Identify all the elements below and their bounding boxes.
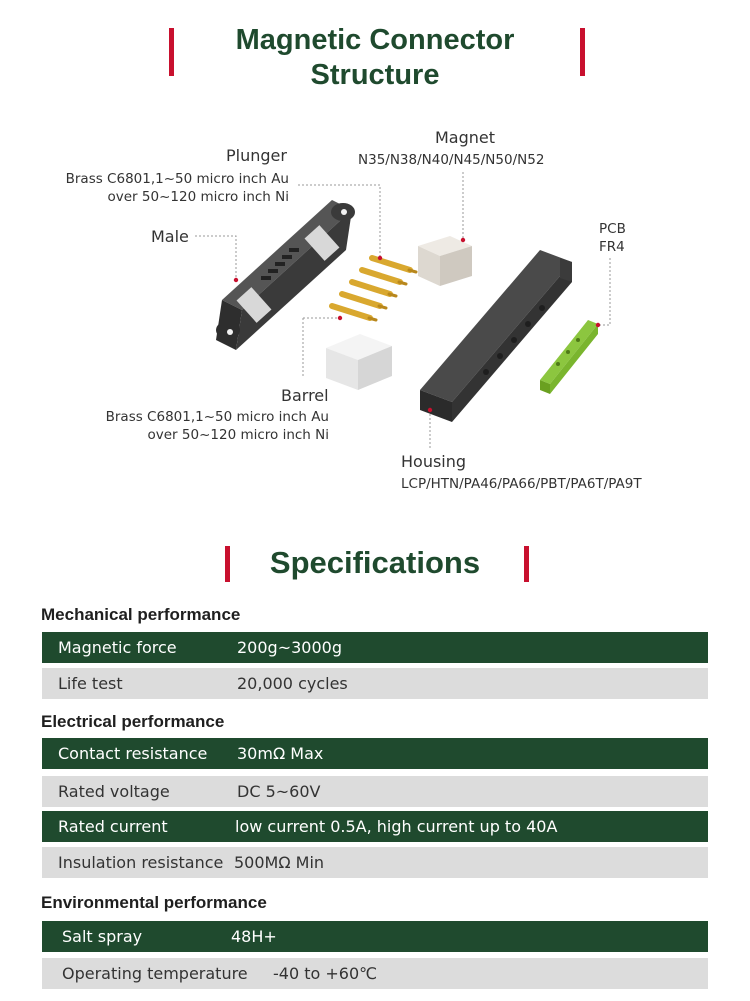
spec-value: 500MΩ Min [234, 853, 325, 872]
spec-key: Magnetic force [58, 638, 177, 657]
plunger-label: Plunger [226, 146, 287, 165]
male-label: Male [151, 227, 189, 246]
electrical-heading: Electrical performance [41, 712, 225, 731]
spec-row-operating-temperature [42, 958, 708, 989]
spec-row-insulation-resistance [42, 847, 708, 878]
spec-value: low current 0.5A, high current up to 40A [235, 817, 558, 836]
spec-row-salt-spray [42, 921, 708, 952]
barrel-spec-line2: over 50~120 micro inch Ni [147, 427, 329, 443]
pcb-label: PCB [599, 221, 626, 237]
spec-value: DC 5~60V [237, 782, 321, 801]
spec-key: Insulation resistance [58, 853, 224, 872]
spec-row-magnetic-force [42, 632, 708, 663]
spec-row-rated-voltage [42, 776, 708, 807]
housing-spec: LCP/HTN/PA46/PA66/PBT/PA6T/PA9T [401, 476, 642, 492]
magnet-spec: N35/N38/N40/N45/N50/N52 [358, 152, 545, 168]
spec-value: -40 to +60℃ [273, 964, 378, 983]
plunger-pins-illustration [332, 258, 416, 320]
specifications-title: Specifications [269, 545, 481, 580]
spec-key: Contact resistance [58, 744, 208, 763]
environmental-heading: Environmental performance [41, 893, 267, 912]
spec-value: 200g~3000g [237, 638, 342, 657]
structure-title-line1: Magnetic Connector [235, 24, 515, 56]
spec-row-life-test [42, 668, 708, 699]
magnet-block-illustration [418, 236, 472, 286]
spec-value: 20,000 cycles [237, 674, 348, 693]
spec-row-contact-resistance [42, 738, 708, 769]
spec-key: Salt spray [62, 927, 143, 946]
spec-key: Rated voltage [58, 782, 170, 801]
spec-value: 30mΩ Max [237, 744, 324, 763]
barrel-block-illustration [326, 334, 392, 390]
spec-key: Rated current [58, 817, 168, 836]
mechanical-heading: Mechanical performance [41, 605, 241, 624]
male-connector-illustration [216, 200, 355, 350]
pcb-illustration [540, 320, 598, 394]
barrel-label: Barrel [281, 386, 329, 405]
pcb-spec: FR4 [599, 239, 625, 255]
spec-value: 48H+ [231, 927, 277, 946]
spec-key: Operating temperature [62, 964, 248, 983]
spec-row-rated-current [42, 811, 708, 842]
housing-label: Housing [401, 452, 467, 471]
structure-title-line2: Structure [310, 59, 440, 91]
barrel-spec-line1: Brass C6801,1~50 micro inch Au [105, 409, 329, 425]
magnet-label: Magnet [435, 128, 496, 147]
plunger-spec-line1: Brass C6801,1~50 micro inch Au [65, 171, 289, 187]
spec-key: Life test [58, 674, 123, 693]
plunger-spec-line2: over 50~120 micro inch Ni [107, 189, 289, 205]
